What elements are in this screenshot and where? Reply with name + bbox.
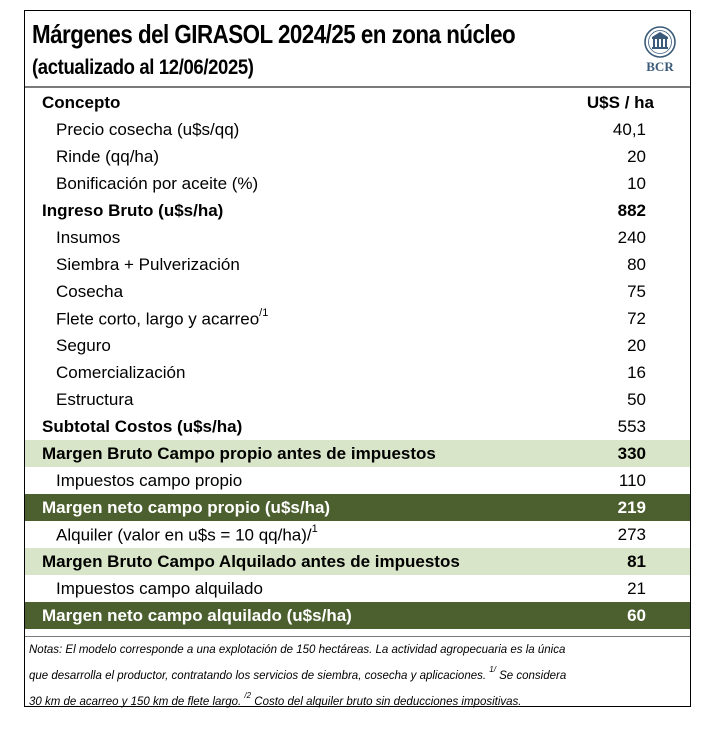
- row-label: Insumos: [56, 228, 121, 247]
- table-row: [25, 359, 690, 386]
- row-label: Margen Bruto Campo propio antes de impuestos: [42, 444, 436, 463]
- row-value: 50: [627, 390, 646, 409]
- table-row: [25, 278, 690, 305]
- table-row-net-margin: [25, 494, 690, 521]
- table-row: [25, 521, 690, 548]
- row-value: 21: [627, 579, 646, 598]
- row-value: 110: [618, 471, 646, 490]
- table-row: [25, 116, 690, 143]
- table-row: [25, 224, 690, 251]
- row-label: Subtotal Costos (u$s/ha): [42, 417, 243, 436]
- row-label: Margen Bruto Campo Alquilado antes de impuestos: [42, 552, 460, 571]
- row-label: Bonificación por aceite (%): [56, 174, 259, 193]
- footnotes: [29, 639, 685, 713]
- row-value: 219: [617, 498, 646, 517]
- row-label: Comercialización: [56, 363, 186, 382]
- footnote-mark: /2: [244, 690, 252, 700]
- table-row: [25, 332, 690, 359]
- row-label: Impuestos campo alquilado: [56, 579, 263, 598]
- row-value: 60: [627, 606, 646, 625]
- row-label: Precio cosecha (u$s/qq): [56, 120, 240, 139]
- row-value: 75: [627, 282, 646, 301]
- margins-card: [24, 10, 691, 707]
- row-value: 882: [617, 201, 646, 220]
- column-header-concept: Concepto: [42, 93, 121, 112]
- table-row: [25, 143, 690, 170]
- row-value: 273: [617, 525, 646, 544]
- row-label: Flete corto, largo y acarreo$^{/1}$: [56, 307, 269, 329]
- row-label: Rinde (qq/ha): [56, 147, 160, 166]
- row-value: 20: [627, 147, 646, 166]
- row-label: Cosecha: [56, 282, 124, 301]
- table-row: [25, 251, 690, 278]
- page-title: Márgenes del GIRASOL 2024/25 en zona núcleo: [32, 19, 516, 49]
- row-value: 10: [627, 174, 646, 193]
- table-row-subtotal: [25, 413, 690, 440]
- card-header: [25, 11, 690, 88]
- table-row: [25, 170, 690, 197]
- table-header-row: [25, 89, 690, 116]
- row-value: 40,1: [612, 120, 646, 139]
- row-value: 20: [627, 336, 646, 355]
- footnote-mark: 1: [311, 523, 318, 535]
- notes-line: Notas: El modelo corresponde a una explotación de 150 hectáreas. La actividad agropecuaria es la única: [29, 644, 566, 656]
- notes-line: 30 km de acarreo y 150 km de flete largo. $^{/2}$ Costo del alquiler bruto sin deducciones impositivas.: [29, 690, 522, 708]
- notes-divider: [25, 636, 690, 637]
- logo-text: BCR: [646, 59, 674, 74]
- page-subtitle: (actualizado al 12/06/2025): [32, 56, 254, 79]
- row-label: Estructura: [56, 390, 134, 409]
- row-label: Margen neto campo propio (u$s/ha): [42, 498, 331, 517]
- margins-table: [25, 89, 690, 629]
- table-row: [25, 467, 690, 494]
- row-value: 330: [617, 444, 646, 463]
- row-label: Alquiler (valor en u$s = 10 qq/ha)/$^1$: [56, 523, 318, 545]
- row-value: 16: [627, 363, 646, 382]
- row-value: 81: [627, 552, 646, 571]
- table-row-highlight: [25, 440, 690, 467]
- table-row: [25, 386, 690, 413]
- bcr-emblem-icon: [642, 25, 678, 59]
- table-row-net-margin: [25, 602, 690, 629]
- notes-line: que desarrolla el productor, contratando los servicios de siembra, cosecha y aplicaciones. $^{1/}$ Se considera: [29, 665, 567, 682]
- table-row-highlight: [25, 548, 690, 575]
- row-label: Ingreso Bruto (u$s/ha): [42, 201, 224, 220]
- row-label: Margen neto campo alquilado (u$s/ha): [42, 606, 352, 625]
- row-value: 72: [627, 309, 646, 328]
- column-header-value: U$S / ha: [586, 93, 654, 112]
- row-value: 240: [617, 228, 646, 247]
- row-value: 80: [627, 255, 646, 274]
- table-row-total: [25, 197, 690, 224]
- row-label: Impuestos campo propio: [56, 471, 243, 490]
- row-label: Siembra + Pulverización: [56, 255, 240, 274]
- table-row: [25, 305, 690, 332]
- row-value: 553: [617, 417, 646, 436]
- footnote-mark: 1/: [489, 665, 496, 674]
- footnote-mark: /1: [259, 307, 269, 319]
- row-label: Seguro: [56, 336, 111, 355]
- table-row: [25, 575, 690, 602]
- bcr-logo: [642, 25, 678, 81]
